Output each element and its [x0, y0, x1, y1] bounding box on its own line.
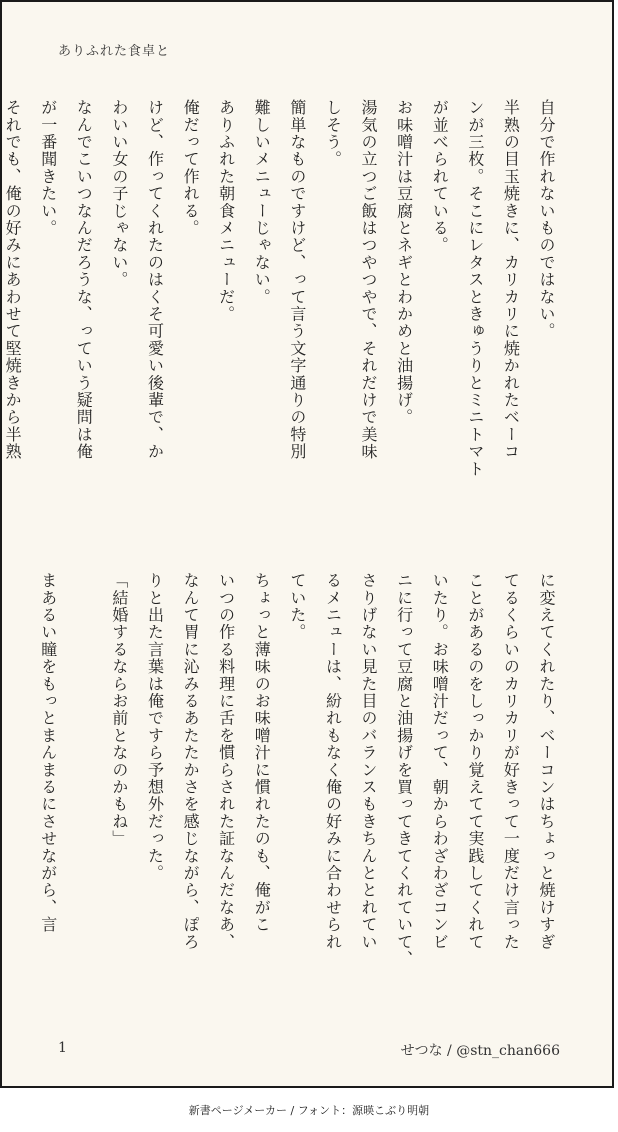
text-block-upper	[3, 99, 564, 529]
text-line: ニに行って豆腐と油揚げを買ってきてくれていて、	[394, 572, 414, 968]
text-line	[66, 572, 102, 992]
text-line: お味噌汁は豆腐とネギとわかめと油揚げ。	[394, 99, 414, 426]
text-line: ンが三枚。そこにレタスときゅうりとミニトマト	[465, 99, 485, 478]
text-line: てるくらいのカリカリが好きって一度だけ言った	[501, 572, 521, 951]
text-block-lower	[38, 572, 564, 992]
text-line: さりげない見た目のバランスもきちんととれてい	[359, 572, 379, 951]
text-line: 俺だって作れる。	[181, 99, 201, 237]
author-credit: せつな / @stn_chan666	[400, 1043, 560, 1059]
text-line: 自分で作れないものではない。	[537, 99, 556, 340]
text-line: しそう。	[323, 99, 343, 168]
text-line: りと出た言葉は俺ですら予想外だった。	[145, 572, 165, 882]
running-header: ありふれた食卓と	[58, 44, 171, 59]
text-line: ていた。	[287, 572, 307, 641]
text-line: なんて胃に沁みるあたたかさを感じながら、ぽろ	[181, 572, 201, 951]
text-line: それでも、俺の好みにあわせて堅焼きから半熟	[3, 99, 23, 461]
text-line: いつの作る料理に舌を慣らされた証なんだなあ、	[216, 572, 236, 951]
page-number: 1	[58, 1040, 67, 1056]
text-line: なんでこいつなんだろうな、っていう疑問は俺	[74, 99, 94, 461]
text-line: まあるい瞳をもっとまんまるにさせながら、言	[38, 572, 58, 934]
text-line: 難しいメニューじゃない。	[252, 99, 272, 306]
text-line: 半熟の目玉焼きに、カリカリに焼かれたベーコ	[501, 99, 521, 461]
text-line: ありふれた朝食メニューだ。	[216, 99, 236, 323]
text-line: 湯気の立つご飯はつやつやで、それだけで美味	[359, 99, 379, 461]
text-line: いたり。お味噌汁だって、朝からわざわざコンビ	[430, 572, 450, 951]
text-line: が並べられている。	[430, 99, 450, 254]
text-line: けど、作ってくれたのはくそ可愛い後輩で、か	[145, 99, 165, 461]
text-line: わいい女の子じゃない。	[109, 99, 129, 289]
text-line: 簡単なものですけど、って言う文字通りの特別	[287, 99, 307, 461]
text-line: が一番聞きたい。	[38, 99, 58, 237]
text-line: ことがあるのをしっかり覚えてて実践してくれて	[465, 572, 485, 951]
text-line: ちょっと薄味のお味噌汁に慣れたのも、俺がこ	[252, 572, 272, 934]
text-line: 「結婚するならお前となのかもね」	[109, 572, 129, 848]
app-credit: 新書ページメーカー / フォント：源暎こぶり明朝	[188, 1104, 430, 1117]
text-line: に変えてくれたり、ベーコンはちょっと焼けすぎ	[537, 572, 556, 951]
text-line: るメニューは、紛れもなく俺の好みに合わせられ	[323, 572, 343, 951]
